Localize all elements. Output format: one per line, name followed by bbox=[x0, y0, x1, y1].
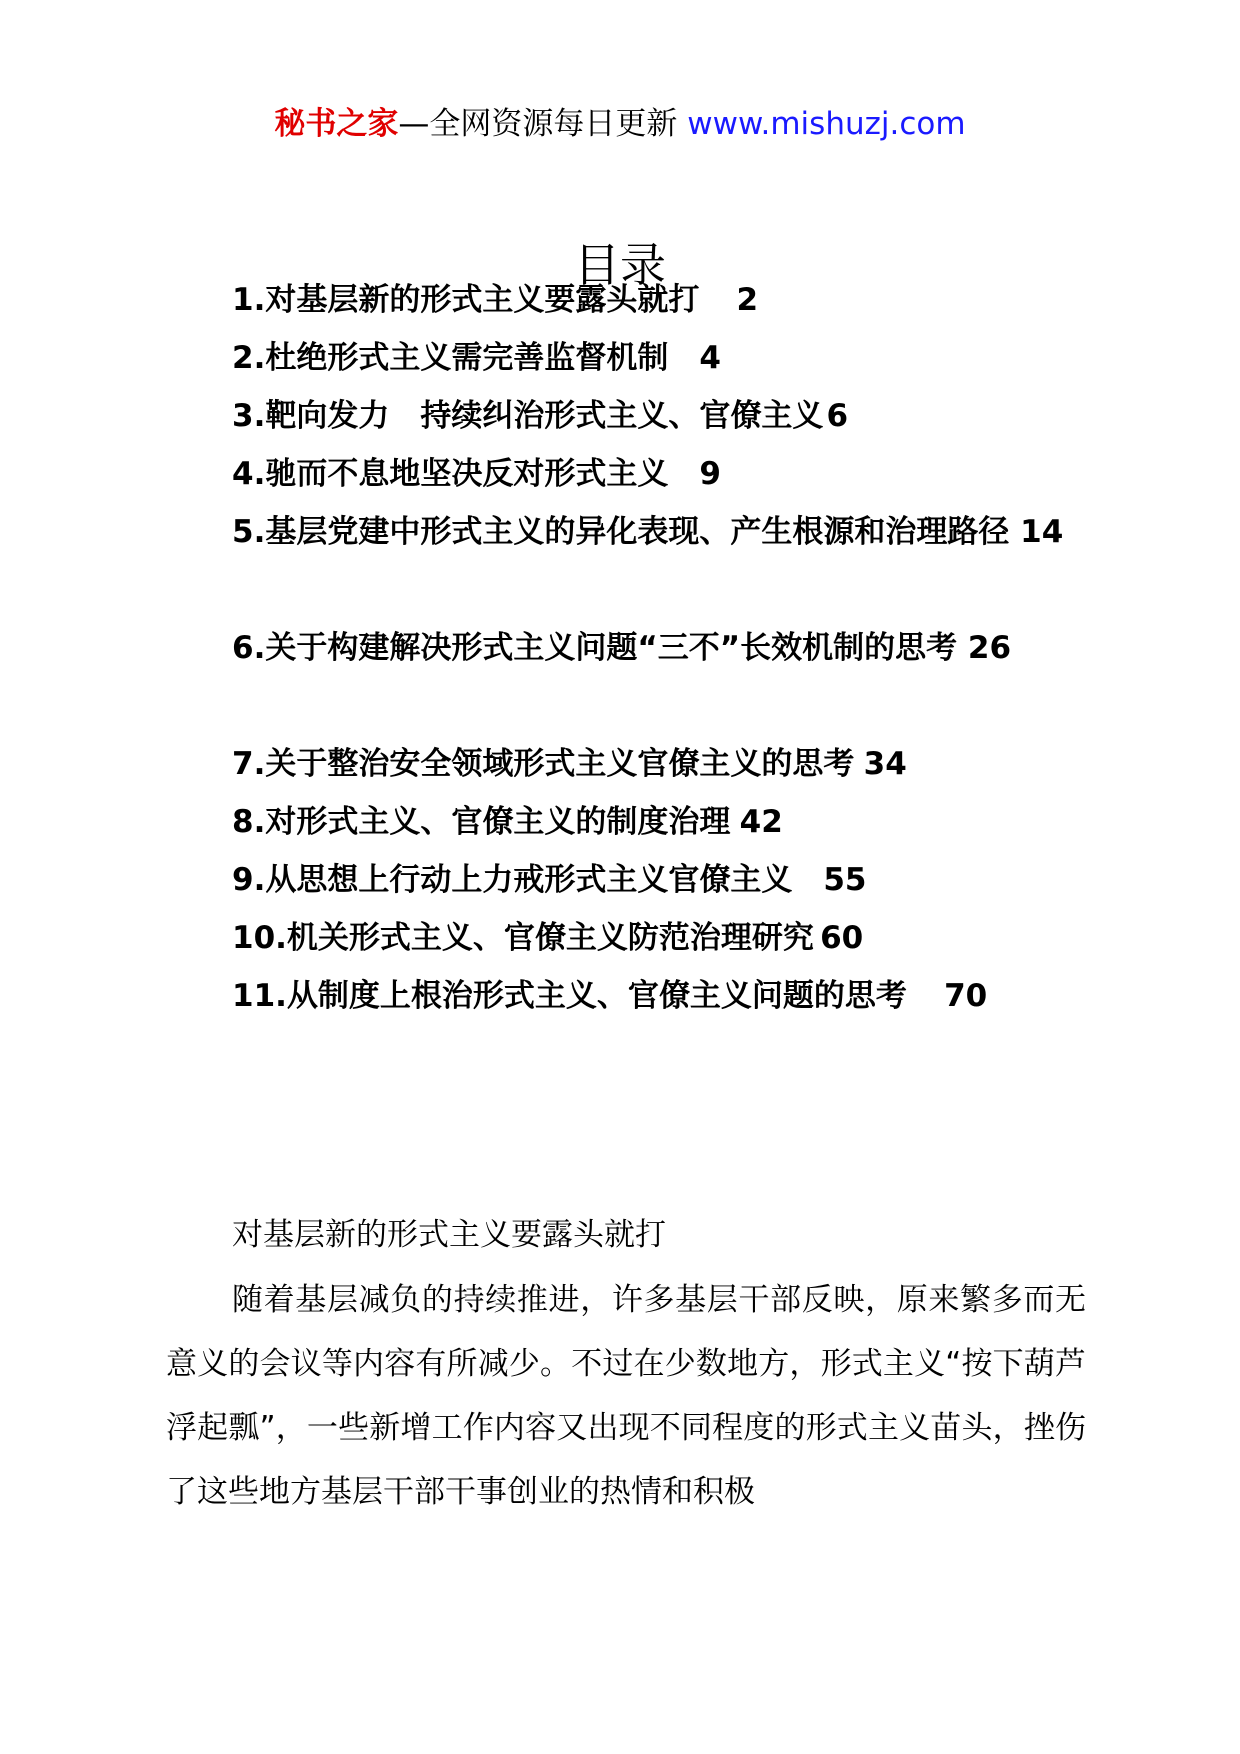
toc-entry-page: 34 bbox=[863, 746, 907, 782]
toc-entry-5[interactable] bbox=[209, 500, 1089, 564]
toc-entry-11[interactable] bbox=[232, 964, 987, 1028]
toc-entry-label: 7.关于整治安全领域形式主义官僚主义的思考 bbox=[232, 746, 855, 782]
site-tagline: —全网资源每日更新 bbox=[398, 106, 678, 142]
section-heading: 对基层新的形式主义要露头就打 bbox=[232, 1217, 666, 1253]
toc-entry-page: 9 bbox=[699, 456, 721, 492]
toc-entry-page: 42 bbox=[739, 804, 783, 840]
toc-entry-label: 5.基层党建中形式主义的异化表现、产生根源和治理路径 bbox=[232, 514, 1010, 550]
toc-entry-page: 26 bbox=[967, 630, 1012, 666]
toc-entry-7[interactable] bbox=[232, 732, 907, 796]
site-brand: 秘书之家 bbox=[274, 106, 399, 142]
toc-entry-label: 3.靶向发力 持续纠治形式主义、官僚主义 bbox=[232, 398, 824, 434]
toc-entry-label: 4.驰而不息地坚决反对形式主义 bbox=[232, 456, 669, 492]
toc-entry-label: 6.关于构建解决形式主义问题“三不”长效机制的思考 bbox=[232, 630, 958, 666]
toc-title: 目录 bbox=[574, 238, 666, 292]
toc-entry-10[interactable] bbox=[232, 906, 863, 970]
toc-entry-page: 14 bbox=[1020, 514, 1064, 550]
toc-entry-label: 8.对形式主义、官僚主义的制度治理 bbox=[232, 804, 731, 840]
toc-entry-page: 4 bbox=[699, 340, 721, 376]
toc-entry-label: 2.杜绝形式主义需完善监督机制 bbox=[232, 340, 669, 376]
toc-entry-2[interactable] bbox=[232, 326, 721, 390]
site-header bbox=[0, 100, 1240, 148]
toc-entry-4[interactable] bbox=[232, 442, 721, 506]
toc-entry-page: 6 bbox=[826, 398, 849, 434]
toc-entry-3[interactable] bbox=[232, 384, 848, 448]
toc-entry-label: 1.对基层新的形式主义要露头就打 bbox=[232, 282, 700, 318]
toc-entry-page: 55 bbox=[823, 862, 867, 898]
toc-entry-8[interactable] bbox=[232, 790, 783, 854]
body-paragraph: 随着基层减负的持续推进，许多基层干部反映，原来繁多而无意义的会议等内容有所减少。不过在少数地方，形式主义“按下葫芦浮起瓢”，一些新增工作内容又出现不同程度的形式主义苗头，挫伤了这些地方基层干部干事创业的热情和积极 bbox=[166, 1282, 1086, 1510]
toc-entry-label: 10.机关形式主义、官僚主义防范治理研究 bbox=[232, 920, 814, 956]
toc-entry-page: 2 bbox=[736, 282, 759, 318]
toc-entry-page: 70 bbox=[944, 978, 988, 1014]
site-url-link[interactable]: www.mishuzj.com bbox=[687, 106, 966, 142]
toc-entry-label: 9.从思想上行动上力戒形式主义官僚主义 bbox=[232, 862, 793, 898]
toc-entry-label: 11.从制度上根治形式主义、官僚主义问题的思考 bbox=[232, 978, 907, 1014]
toc-entry-9[interactable] bbox=[232, 848, 867, 912]
toc-entry-page: 60 bbox=[820, 920, 864, 956]
toc-entry-1[interactable] bbox=[232, 268, 758, 332]
toc-entry-6[interactable] bbox=[209, 616, 1089, 680]
